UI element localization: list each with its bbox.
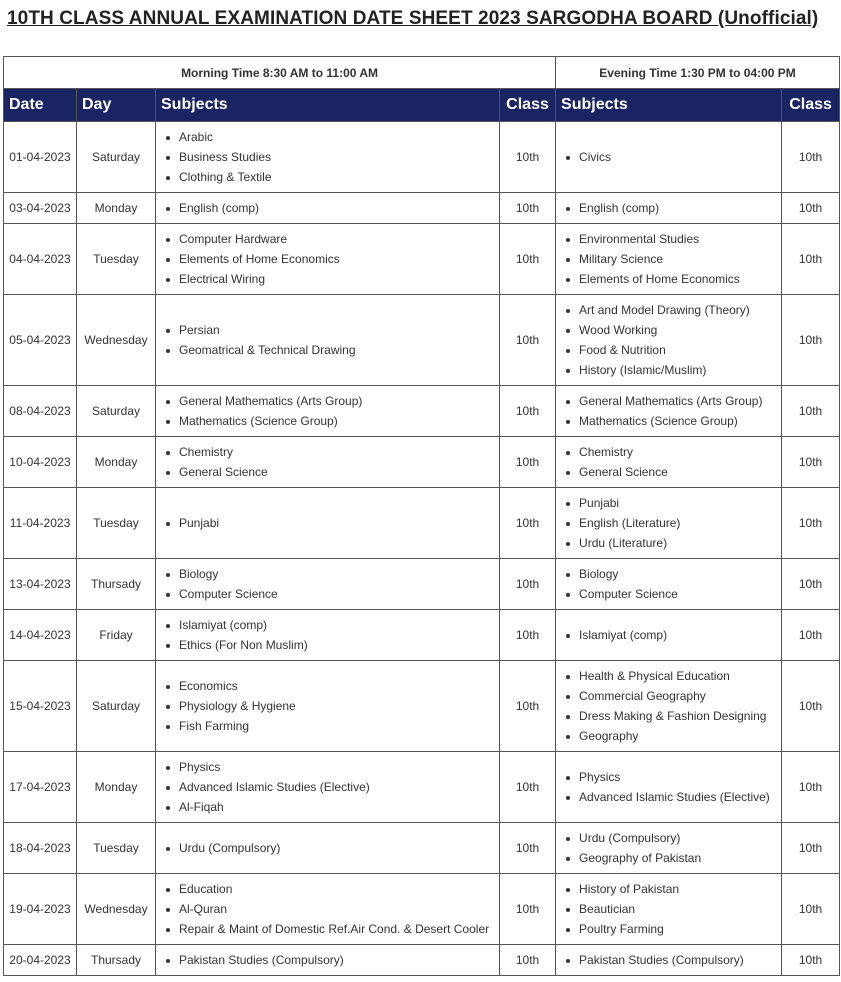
evening-subjects-cell — [556, 386, 782, 437]
subject-list — [156, 879, 495, 939]
morning-class-cell: 10th — [500, 874, 556, 945]
subject-list — [156, 757, 495, 817]
table-row — [4, 610, 840, 661]
date-cell: 05-04-2023 — [4, 295, 77, 386]
subject-list — [556, 493, 777, 553]
date-cell: 14-04-2023 — [4, 610, 77, 661]
evening-class-cell: 10th — [782, 122, 840, 193]
subject-list — [156, 564, 495, 604]
subject-list — [556, 666, 777, 746]
subject-item: Dress Making & Fashion Designing — [579, 706, 777, 726]
table-row — [4, 488, 840, 559]
subject-item: English (comp) — [179, 198, 495, 218]
subject-item: Pakistan Studies (Compulsory) — [579, 950, 777, 970]
evening-subjects-cell — [556, 559, 782, 610]
subject-item: Persian — [179, 320, 495, 340]
morning-subjects-cell — [156, 386, 500, 437]
table-row — [4, 295, 840, 386]
morning-class-cell: 10th — [500, 122, 556, 193]
day-cell: Saturday — [77, 122, 156, 193]
evening-class-cell: 10th — [782, 488, 840, 559]
subject-item: Islamiyat (comp) — [579, 625, 777, 645]
subject-list — [156, 229, 495, 289]
date-cell: 20-04-2023 — [4, 945, 77, 976]
day-cell: Saturday — [77, 661, 156, 752]
morning-subjects-cell — [156, 193, 500, 224]
subject-item: Mathematics (Science Group) — [179, 411, 495, 431]
subject-item: History of Pakistan — [579, 879, 777, 899]
morning-subjects-cell — [156, 945, 500, 976]
day-cell: Monday — [77, 437, 156, 488]
subject-item: Physics — [179, 757, 495, 777]
morning-class-cell: 10th — [500, 945, 556, 976]
evening-subjects-cell — [556, 295, 782, 386]
subject-list — [556, 564, 777, 604]
date-cell: 04-04-2023 — [4, 224, 77, 295]
day-cell: Monday — [77, 193, 156, 224]
day-cell: Wednesday — [77, 295, 156, 386]
subject-list — [556, 198, 777, 218]
subject-item: Wood Working — [579, 320, 777, 340]
subject-item: Geography — [579, 726, 777, 746]
morning-class-cell: 10th — [500, 193, 556, 224]
subject-item: Commercial Geography — [579, 686, 777, 706]
subject-item: General Science — [579, 462, 777, 482]
date-cell: 01-04-2023 — [4, 122, 77, 193]
subject-list — [556, 767, 777, 807]
morning-class-cell: 10th — [500, 610, 556, 661]
subject-list — [556, 300, 777, 380]
subject-item: Computer Science — [579, 584, 777, 604]
subject-item: Poultry Farming — [579, 919, 777, 939]
morning-subjects-cell — [156, 559, 500, 610]
subject-list — [156, 320, 495, 360]
subject-item: Advanced Islamic Studies (Elective) — [179, 777, 495, 797]
subject-list — [156, 950, 495, 970]
subject-item: Electrical Wiring — [179, 269, 495, 289]
evening-subjects-cell — [556, 610, 782, 661]
morning-class-cell: 10th — [500, 295, 556, 386]
date-cell: 19-04-2023 — [4, 874, 77, 945]
morning-class-cell: 10th — [500, 224, 556, 295]
table-row — [4, 122, 840, 193]
subject-item: Al-Quran — [179, 899, 495, 919]
table-row — [4, 823, 840, 874]
subject-item: Ethics (For Non Muslim) — [179, 635, 495, 655]
subject-item: Fish Farming — [179, 716, 495, 736]
subject-item: Al-Fiqah — [179, 797, 495, 817]
morning-class-cell: 10th — [500, 437, 556, 488]
evening-subjects-cell — [556, 488, 782, 559]
subject-item: History (Islamic/Muslim) — [579, 360, 777, 380]
subject-list — [156, 615, 495, 655]
table-row — [4, 224, 840, 295]
day-cell: Thursady — [77, 559, 156, 610]
evening-class-cell: 10th — [782, 661, 840, 752]
session-row — [4, 57, 840, 89]
date-cell: 17-04-2023 — [4, 752, 77, 823]
subject-item: Environmental Studies — [579, 229, 777, 249]
evening-class-cell: 10th — [782, 224, 840, 295]
date-cell: 11-04-2023 — [4, 488, 77, 559]
subject-item: Urdu (Literature) — [579, 533, 777, 553]
evening-class-cell: 10th — [782, 193, 840, 224]
subject-list — [556, 950, 777, 970]
subject-item: Business Studies — [179, 147, 495, 167]
day-cell: Tuesday — [77, 823, 156, 874]
evening-class-cell: 10th — [782, 752, 840, 823]
morning-subjects-cell — [156, 488, 500, 559]
subject-item: Elements of Home Economics — [579, 269, 777, 289]
morning-subjects-cell — [156, 610, 500, 661]
date-sheet-table — [3, 56, 840, 976]
page-title: 10TH CLASS ANNUAL EXAMINATION DATE SHEET 2023 SARGODHA BOARD (Unofficial) — [7, 8, 819, 29]
table-row — [4, 193, 840, 224]
subject-list — [156, 391, 495, 431]
subject-item: Biology — [179, 564, 495, 584]
date-cell: 10-04-2023 — [4, 437, 77, 488]
date-cell: 03-04-2023 — [4, 193, 77, 224]
subject-item: Punjabi — [579, 493, 777, 513]
subject-item: Arabic — [179, 127, 495, 147]
evening-subjects-cell — [556, 122, 782, 193]
subject-item: Punjabi — [179, 513, 495, 533]
evening-class-cell: 10th — [782, 295, 840, 386]
subject-list — [156, 198, 495, 218]
subject-item: Repair & Maint of Domestic Ref.Air Cond. & Desert Cooler — [179, 919, 495, 939]
subject-item: Biology — [579, 564, 777, 584]
morning-subjects-header: Subjects — [156, 89, 500, 122]
morning-subjects-cell — [156, 295, 500, 386]
morning-subjects-cell — [156, 874, 500, 945]
morning-class-header: Class — [500, 89, 556, 122]
subject-item: English (comp) — [579, 198, 777, 218]
evening-class-cell: 10th — [782, 437, 840, 488]
day-header: Day — [77, 89, 156, 122]
day-cell: Wednesday — [77, 874, 156, 945]
table-row — [4, 874, 840, 945]
table-row — [4, 386, 840, 437]
table-row — [4, 437, 840, 488]
day-cell: Thursady — [77, 945, 156, 976]
morning-class-cell: 10th — [500, 823, 556, 874]
subject-list — [156, 513, 495, 533]
table-row — [4, 945, 840, 976]
morning-class-cell: 10th — [500, 661, 556, 752]
subject-item: Urdu (Compulsory) — [179, 838, 495, 858]
day-cell: Monday — [77, 752, 156, 823]
subject-item: Mathematics (Science Group) — [579, 411, 777, 431]
subject-item: Education — [179, 879, 495, 899]
subject-item: Military Science — [579, 249, 777, 269]
evening-class-cell: 10th — [782, 610, 840, 661]
morning-class-cell: 10th — [500, 488, 556, 559]
subject-item: Geography of Pakistan — [579, 848, 777, 868]
morning-subjects-cell — [156, 823, 500, 874]
date-header: Date — [4, 89, 77, 122]
evening-subjects-cell — [556, 193, 782, 224]
morning-class-cell: 10th — [500, 559, 556, 610]
subject-item: Chemistry — [579, 442, 777, 462]
table-row — [4, 661, 840, 752]
day-cell: Saturday — [77, 386, 156, 437]
subject-list — [556, 828, 777, 868]
morning-session-header: Morning Time 8:30 AM to 11:00 AM — [4, 57, 556, 89]
evening-class-cell: 10th — [782, 945, 840, 976]
subject-item: Advanced Islamic Studies (Elective) — [579, 787, 777, 807]
evening-subjects-cell — [556, 752, 782, 823]
subject-list — [156, 838, 495, 858]
morning-class-cell: 10th — [500, 386, 556, 437]
morning-subjects-cell — [156, 437, 500, 488]
subject-list — [556, 147, 777, 167]
subject-item: Chemistry — [179, 442, 495, 462]
table-row — [4, 559, 840, 610]
subject-item: Urdu (Compulsory) — [579, 828, 777, 848]
evening-class-cell: 10th — [782, 386, 840, 437]
morning-subjects-cell — [156, 224, 500, 295]
day-cell: Tuesday — [77, 224, 156, 295]
subject-list — [156, 127, 495, 187]
subject-item: Physics — [579, 767, 777, 787]
subject-list — [156, 442, 495, 482]
subject-item: General Mathematics (Arts Group) — [179, 391, 495, 411]
morning-subjects-cell — [156, 661, 500, 752]
subject-item: Food & Nutrition — [579, 340, 777, 360]
day-cell: Friday — [77, 610, 156, 661]
subject-list — [556, 229, 777, 289]
evening-class-header: Class — [782, 89, 840, 122]
subject-item: Civics — [579, 147, 777, 167]
subject-item: Islamiyat (comp) — [179, 615, 495, 635]
subject-item: Elements of Home Economics — [179, 249, 495, 269]
day-cell: Tuesday — [77, 488, 156, 559]
subject-item: Art and Model Drawing (Theory) — [579, 300, 777, 320]
subject-list — [556, 391, 777, 431]
subject-list — [556, 442, 777, 482]
evening-subjects-cell — [556, 224, 782, 295]
morning-class-cell: 10th — [500, 752, 556, 823]
evening-subjects-cell — [556, 437, 782, 488]
subject-item: Geomatrical & Technical Drawing — [179, 340, 495, 360]
subject-item: Clothing & Textile — [179, 167, 495, 187]
evening-class-cell: 10th — [782, 823, 840, 874]
date-cell: 15-04-2023 — [4, 661, 77, 752]
subject-item: Pakistan Studies (Compulsory) — [179, 950, 495, 970]
column-header-row — [4, 89, 840, 122]
subject-item: Computer Hardware — [179, 229, 495, 249]
date-cell: 18-04-2023 — [4, 823, 77, 874]
subject-item: General Science — [179, 462, 495, 482]
subject-item: English (Literature) — [579, 513, 777, 533]
evening-subjects-cell — [556, 945, 782, 976]
morning-subjects-cell — [156, 122, 500, 193]
evening-subjects-cell — [556, 874, 782, 945]
evening-subjects-header: Subjects — [556, 89, 782, 122]
morning-subjects-cell — [156, 752, 500, 823]
table-row — [4, 752, 840, 823]
date-cell: 13-04-2023 — [4, 559, 77, 610]
subject-list — [156, 676, 495, 736]
subject-item: General Mathematics (Arts Group) — [579, 391, 777, 411]
evening-subjects-cell — [556, 661, 782, 752]
evening-subjects-cell — [556, 823, 782, 874]
evening-class-cell: 10th — [782, 559, 840, 610]
evening-class-cell: 10th — [782, 874, 840, 945]
evening-session-header: Evening Time 1:30 PM to 04:00 PM — [556, 57, 840, 89]
subject-item: Health & Physical Education — [579, 666, 777, 686]
subject-item: Beautician — [579, 899, 777, 919]
subject-list — [556, 879, 777, 939]
subject-item: Economics — [179, 676, 495, 696]
subject-list — [556, 625, 777, 645]
subject-item: Computer Science — [179, 584, 495, 604]
date-cell: 08-04-2023 — [4, 386, 77, 437]
subject-item: Physiology & Hygiene — [179, 696, 495, 716]
